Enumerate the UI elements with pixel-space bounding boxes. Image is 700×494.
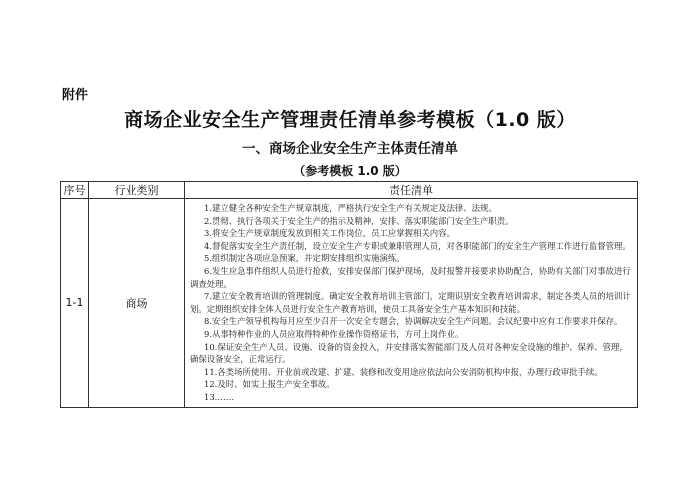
responsibility-table (60, 181, 638, 408)
duty-item: 13.…… (204, 391, 235, 402)
table-header-row (61, 182, 638, 199)
duty-item: 3.将安全生产规章制度发放到相关工作岗位，员工应掌握相关内容。 (204, 228, 455, 239)
duty-item: 2.贯彻、执行各项关于安全生产的指示及精神，安排、落实职能部门安全生产职责。 (204, 215, 514, 226)
column-header-number: 序号 (61, 182, 89, 199)
duty-item: 10.保证安全生产人员、设施、设备的资金投入，并安排落实智能部门及人员对各种安全设施的维护、保养、管理，确保设备安全，正常运行。 (190, 341, 628, 365)
duty-item: 9.从事特种作业的人员应取得特种作业操作资格证书，方可上岗作业。 (204, 328, 464, 339)
table-row (61, 199, 638, 408)
row-category: 商场 (89, 199, 185, 408)
attachment-label: 附件 (62, 88, 89, 103)
duty-item: 11.各类场所使用、开业前或改建、扩建、装修和改变用途应依法向公安消防机构申报，办理行政审批手续。 (204, 366, 603, 377)
section-subtitle: 一、商场企业安全生产主体责任清单 (242, 141, 458, 157)
column-header-duties: 责任清单 (185, 182, 638, 199)
duty-item: 8.安全生产领导机构每月应至少召开一次安全专题会，协调解决安全生产问题。会议纪要中应有工作要求并保存。 (204, 316, 623, 327)
duty-item: 6.发生应急事件组织人员进行抢救，安排安保部门保护现场，及时报警并接要求协助配合，协助有关部门对事故进行调查处理。 (190, 265, 631, 289)
document-title: 商场企业安全生产管理责任清单参考模板（1.0 版） (124, 109, 576, 131)
duty-item: 4.督促落实安全生产责任制，设立安全生产专职或兼职管理人员，对各职能部门的安全生产管理工作进行监督管理。 (204, 240, 631, 251)
version-note: （参考模板 1.0 版） (293, 164, 407, 178)
row-number: 1-1 (61, 199, 89, 408)
duties-cell (185, 199, 638, 408)
duty-item: 7.建立安全教育培训的管理制度。确定安全教育培训主管部门，定期识别安全教育培训需求，制定各类人员的培训计划。定期组织安排全体人员进行安全生产教育培训，使员工具备安全生产基本知识和技能。 (190, 291, 631, 314)
duty-item: 12.及时、如实上报生产安全事故。 (204, 379, 335, 390)
column-header-category: 行业类别 (89, 182, 185, 199)
duty-item: 5.组织制定各项应急预案，并定期安排组织实施演练。 (204, 253, 405, 264)
duty-item: 1.建立健全各种安全生产规章制度，严格执行安全生产有关规定及法律、法规。 (204, 203, 497, 213)
